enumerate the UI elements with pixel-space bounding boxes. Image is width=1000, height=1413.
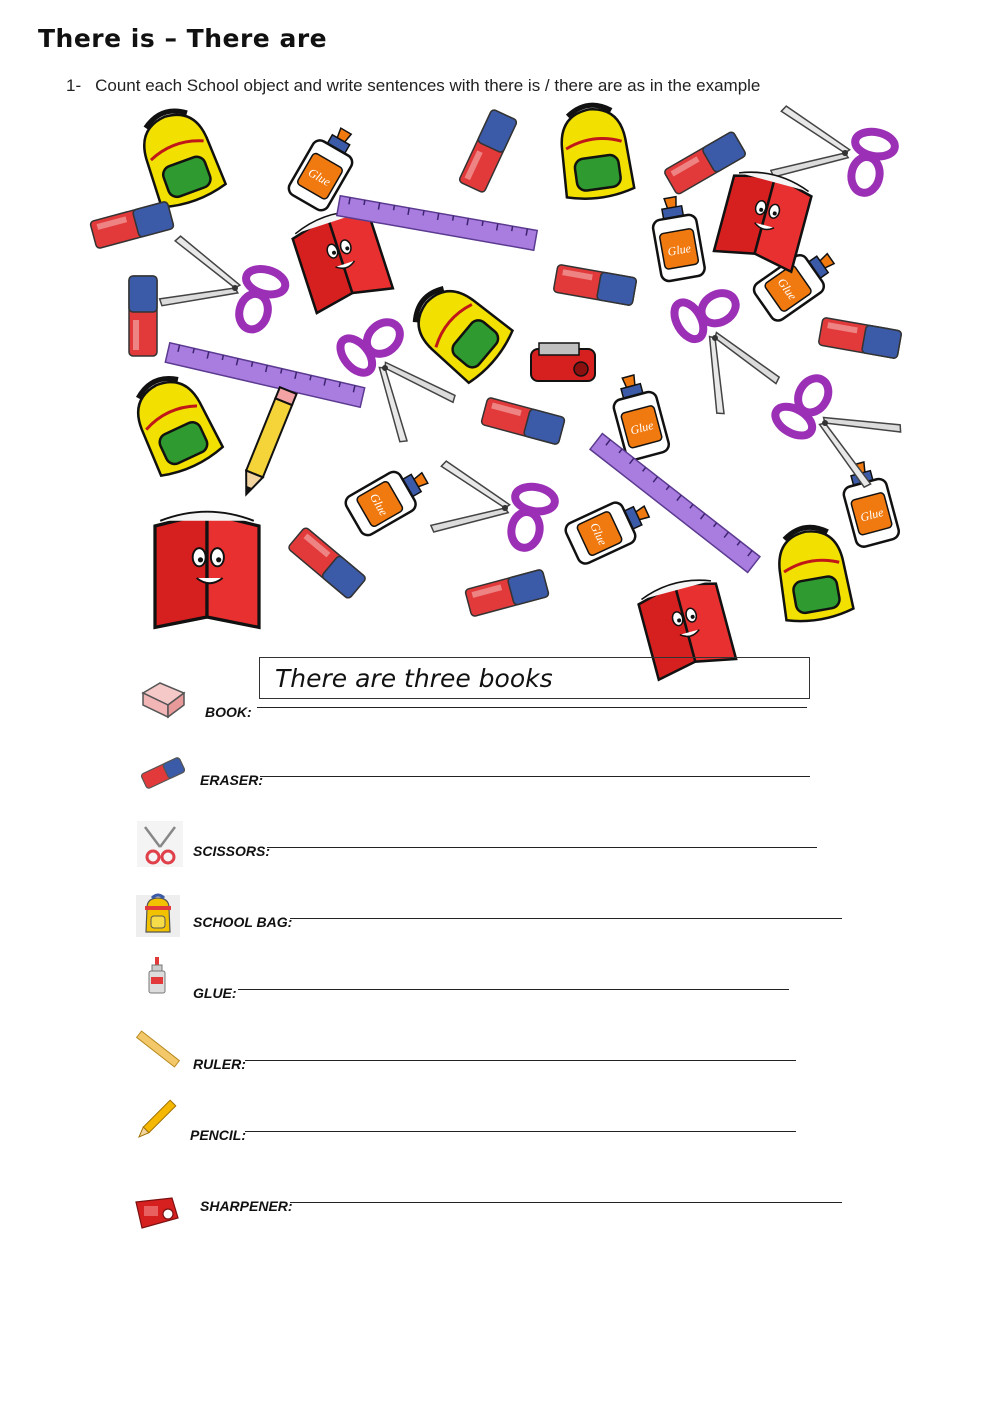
sharpener-icon [132, 1188, 182, 1238]
scissors-icon [135, 819, 185, 869]
scene-scissors [158, 235, 291, 335]
answer-row-glue [0, 961, 1000, 1011]
book-answer-line[interactable] [257, 707, 807, 708]
school-bag-answer-line[interactable] [290, 918, 842, 919]
worksheet-title: There is – There are [38, 24, 328, 53]
scissors-label: SCISSORS: [193, 843, 271, 859]
scene-scissors [765, 368, 903, 489]
instruction-number: 1- [66, 76, 82, 95]
scene-glue [343, 459, 436, 538]
ruler-answer-line[interactable] [245, 1060, 796, 1061]
instruction-text: Count each School object and write sentences with there is / there are as in the example [95, 76, 761, 95]
example-answer-text: There are three books [275, 664, 553, 693]
school-objects-illustration [63, 103, 925, 613]
school-bag-icon [133, 890, 183, 940]
sharpener-answer-line[interactable] [290, 1202, 842, 1203]
answer-row-school-bag [0, 890, 1000, 940]
school-objects-scene: Glue [75, 103, 925, 613]
answer-row-scissors [0, 819, 1000, 869]
school-bag-label: SCHOOL BAG: [193, 914, 293, 930]
scene-school-bag [771, 522, 854, 625]
scene-school-bag [555, 101, 635, 203]
answer-row-eraser [0, 748, 1000, 798]
scene-eraser [129, 276, 157, 356]
scene-eraser [481, 397, 566, 445]
answer-row-book [0, 680, 1000, 730]
glue-icon [132, 953, 182, 1003]
pencil-answer-line[interactable] [245, 1131, 796, 1132]
eraser-answer-line[interactable] [260, 776, 810, 777]
eraser-icon [138, 748, 188, 798]
eraser-label: ERASER: [200, 772, 264, 788]
answer-row-pencil [0, 1103, 1000, 1153]
scene-glue [648, 194, 706, 282]
pencil-icon [131, 1095, 181, 1145]
scene-eraser [818, 317, 902, 358]
ruler-icon [133, 1024, 183, 1074]
scene-eraser [553, 264, 637, 305]
scene-eraser [458, 109, 517, 193]
book-icon [138, 675, 188, 725]
glue-label-text: GLUE: [193, 985, 237, 1001]
book-label: BOOK: [205, 704, 252, 720]
glue-answer-line[interactable] [238, 989, 789, 990]
scene-school-bag [132, 101, 228, 212]
sharpener-label: SHARPENER: [200, 1198, 293, 1214]
answer-row-sharpener [0, 1174, 1000, 1224]
scene-school-bag [401, 274, 516, 386]
scene-pencil [238, 387, 297, 498]
scissors-answer-line[interactable] [267, 847, 817, 848]
scene-eraser [287, 527, 366, 600]
scene-glue [837, 458, 901, 549]
ruler-label: RULER: [193, 1056, 246, 1072]
scene-school-bag [124, 367, 225, 480]
scene-sharpener [531, 343, 595, 381]
scene-glue [563, 492, 656, 567]
scene-eraser [465, 569, 550, 617]
scene-eraser [90, 201, 175, 249]
pencil-label: PENCIL: [190, 1127, 246, 1143]
answer-row-ruler [0, 1032, 1000, 1082]
instruction [66, 76, 760, 96]
scene-scissors [430, 460, 559, 551]
scene-book [155, 512, 259, 628]
